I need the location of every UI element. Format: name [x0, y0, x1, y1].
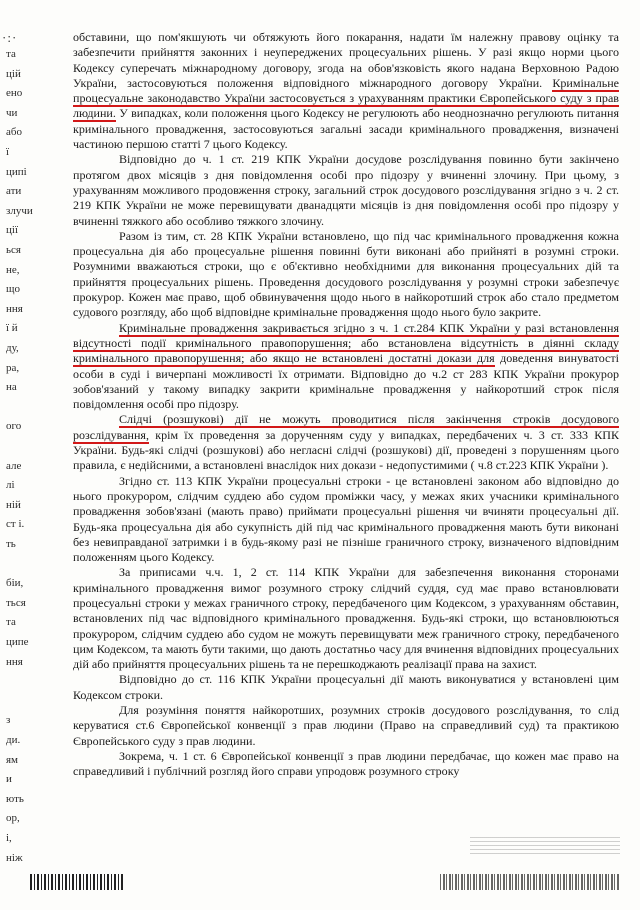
margin-fragment: ї й	[6, 322, 18, 335]
margin-fragment: ться	[6, 596, 26, 609]
margin-fragment: ципі	[6, 165, 27, 178]
margin-fragment: ра,	[6, 361, 20, 374]
margin-fragment: що	[6, 283, 20, 296]
barcode-left	[30, 874, 125, 890]
text-run: Для розуміння поняття найкоротших, розумних строків досудового розслідування, то слід керуватися ст.6 Європейської конвенції з прав людини (Право на справедливий суд) та практикою Європейського суду з прав людини.	[73, 703, 619, 748]
margin-fragment: з	[6, 714, 11, 727]
margin-fragment: ють	[6, 792, 24, 805]
document-body	[73, 30, 619, 780]
margin-fragment: біи,	[6, 577, 24, 590]
paragraph-p9	[73, 703, 619, 749]
text-run: доведення винуватості особи в суді і вичерпані можливості їх отримати. Відповідно до ч.2 ст 283 КПК України прокурор зобов'язаний у такому випадку закрити кримінальне провадження у найкоротший строк після повідомлення особі про підозру.	[73, 351, 619, 412]
margin-fragment: на	[6, 381, 17, 394]
left-margin-fragments	[0, 0, 60, 910]
margin-fragment: не,	[6, 263, 20, 276]
paragraph-p5	[73, 412, 619, 473]
paragraph-p8	[73, 672, 619, 703]
margin-fragment: ям	[6, 753, 19, 766]
margin-fragment: та	[6, 48, 16, 60]
margin-fragment: ції	[6, 224, 18, 237]
margin-fragment: але	[6, 459, 22, 472]
margin-fragment: ть	[6, 538, 16, 550]
paragraph-p3	[73, 229, 619, 321]
text-run: Відповідно до ч. 1 ст. 219 КПК України досудове розслідування повинно бути закінчено протягом двох місяців з дня повідомлення особі про підозру у вчиненні злочину. При цьому, з урахуванням можливого продовження строку, загальний строк досудового розслідування згідно з ч. 2 ст. 219 КПК України не може перевищувати дванадцяти місяців із дня повідомлення особі про підозру у вчиненні тяжкого або особливо тяжкого злочину.	[73, 152, 619, 228]
margin-fragment: и	[6, 773, 12, 786]
margin-fragment: і,	[6, 832, 12, 844]
text-run: У випадках, коли положення цього Кодексу не регулюють або неоднозначно регулюють питання кримінального провадження, застосовуються загальні засади кримінального провадження, визначені частиною першою статті 7 цього Кодексу.	[73, 106, 619, 152]
margin-fragment: ься	[6, 244, 21, 256]
text-run: Зокрема, ч. 1 ст. 6 Європейської конвенції з прав людини передбачає, що кожен має право на справедливий і публічний розгляд його справи упродовж розумного строку	[73, 748, 619, 779]
margin-fragment: ння	[6, 302, 23, 315]
underlined-passage: Слідчі (розшукові) дії не можуть проводитися після закінчення строків досудового розслідування,	[73, 412, 619, 442]
margin-fragment: та	[6, 616, 16, 629]
margin-fragment: або	[6, 126, 22, 139]
text-run: За приписами ч.ч. 1, 2 ст. 114 КПК України для забезпечення виконання сторонами кримінального провадження вимог розумного строку слідчий суддя, суд має право встановлювати процесуальні строки у межах граничного строку, передбаченого цим Кодексом, з урахуванням обставин, встановлених під час відповідного кримінального провадження. Будь-які строки, що встановлюються прокурором, слідчим суддею або судом не можуть перевищувати меж граничного строку, передбаченого цим Кодексом, та мають бути такими, що дають достатньо часу для вчинення відповідних процесуальних дій або прийняття процесуальних рішень та не перешкоджають реалізації права на захист.	[73, 565, 619, 672]
paragraph-p7	[73, 565, 619, 672]
paragraph-p1	[73, 30, 619, 152]
margin-fragment: ди.	[6, 734, 21, 746]
paragraph-p4	[73, 321, 619, 413]
paragraph-p2	[73, 152, 619, 228]
text-run: крім їх проведення за дорученням суду у випадках, передбачених ч. 3 ст. 333 КПК України. Будь-які слідчі (розшукові) або негласні слідчі (розшукові) дії, проведені з порушенням цього правила, є недійсними, а встановлені внаслідок них докази - недопустимими ( ч.8 ст.223 КПК України ).	[73, 427, 619, 473]
text-run: Відповідно до ст. 116 КПК України процесуальні дії мають виконуватися у встановлені цим Кодексом строки.	[73, 672, 619, 702]
margin-fragment: ніж	[6, 851, 23, 864]
margin-fragment: цій	[6, 67, 21, 80]
paragraph-p10	[73, 749, 619, 780]
margin-fragment: ння	[6, 655, 23, 668]
margin-fragment: ого	[6, 420, 22, 433]
margin-fragment: лі	[6, 479, 15, 492]
margin-fragment: ено	[6, 87, 23, 100]
underlined-passage: Кримінальне процесуальне законодавство України застосовується з урахуванням практики Європейського суду з прав людини.	[73, 75, 619, 121]
underlined-passage: Кримінальне провадження закривається згідно з ч. 1 ст.284 КПК України у разі встановлення відсутності події кримінального правопорушення; або встановлена відсутність в діянні складу кримінального правопорушення; або якщо не встановлені достатні докази для	[73, 320, 619, 366]
margin-fragment: ор,	[6, 812, 20, 825]
margin-dots: ·:·	[2, 30, 18, 45]
margin-fragment: ати	[6, 185, 22, 198]
barcode-right	[440, 874, 620, 890]
margin-fragment: ній	[6, 498, 21, 511]
paragraph-p6	[73, 474, 619, 566]
margin-fragment: чи	[6, 106, 18, 119]
struck-through-text	[470, 835, 620, 857]
margin-fragment: злучи	[6, 204, 33, 217]
margin-fragment: ї	[6, 146, 10, 158]
margin-fragment: ст і.	[6, 518, 25, 531]
margin-fragment: ципе	[6, 636, 29, 648]
text-run: Згідно ст. 113 КПК України процесуальні строки - це встановлені законом або відповідно до нього прокурором, слідчим суддею або судом проміжки часу, у межах яких учасники кримінального провадження зобов'язані (мають право) приймати процесуальні рішення чи вчиняти процесуальні дії. Будь-яка процесуальна дія або сукупність дій під час кримінального провадження мають бути виконані без невиправданої затримки і в будь-якому разі не пізніше граничного строку, визначеного відповідним положенням цього Кодексу.	[73, 473, 619, 565]
text-run: Разом із тим, ст. 28 КПК України встановлено, що під час кримінального провадження кожна процесуальна дія або процесуальне рішення повинні бути виконані або прийняті в розумні строки. Розумними вважаються строки, що є об'єктивно необхідними для виконання процесуальних дій та прийняття процесуальних рішень. Проведення досудового розслідування у розумні строки забезпечує прокурор. Кожен має право, щоб обвинувачення щодо нього в найкоротший строк або стало предметом судового розгляду, або щоб відповідне кримінальне провадження щодо нього було закрите.	[73, 228, 619, 320]
margin-fragment: ду,	[6, 342, 19, 354]
text-run: обставини, що пом'якшують чи обтяжують його покарання, надати їм належну правову оцінку та забезпечити прийняття законних і неупереджених процесуальних рішень. У разі якщо норми цього Кодексу суперечать міжнародному договору, згода на обов'язковість якого надана Верховною Радою України, застосовуються положення відповідного міжнародного договору України.	[73, 30, 619, 90]
